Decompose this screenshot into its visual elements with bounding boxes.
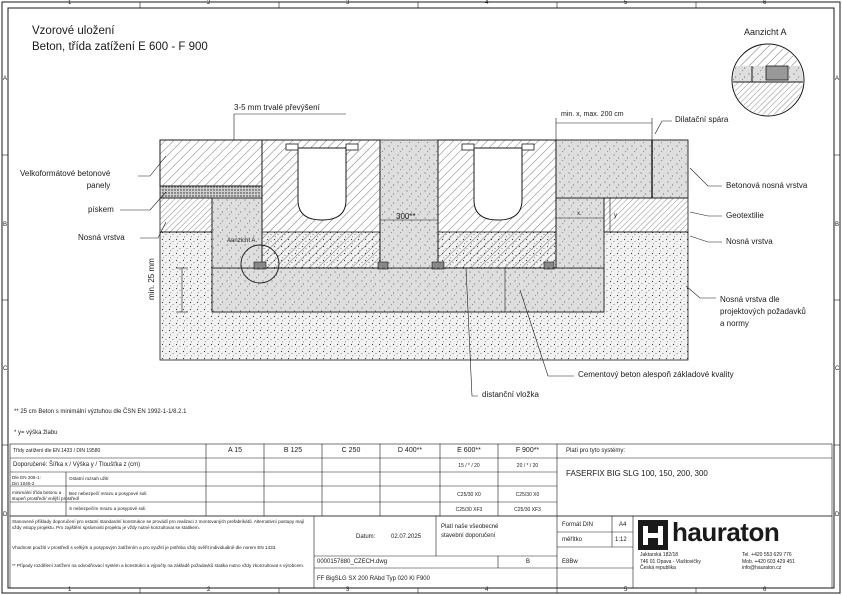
frame-col-1: 1: [68, 0, 72, 6]
stamp-title: Platí naše všeobecné stavební doporučení: [441, 524, 499, 539]
sand-bed-left: [160, 186, 262, 198]
table-row1-e: 15 / * / 20: [458, 463, 480, 469]
disclaimer-p2: Vhodnost použití v prostředí s velkým a posypovým zatížením a pro využití je potřeba vždy ověřit individuálně dle norem EN 1433.: [12, 545, 277, 550]
frame-row-b: B: [3, 222, 8, 228]
valid-systems: FASERFIX BIG SLG 100, 150, 200, 300: [566, 469, 708, 478]
filename: 0000157880_CZECH.dwg: [317, 559, 388, 565]
base-left: [160, 198, 212, 232]
concrete-right: [556, 198, 604, 268]
label-base-right: Nosná vrstva: [726, 237, 773, 246]
frame-row-c: C: [3, 366, 8, 372]
frame-col-4-bottom: 4: [485, 587, 489, 593]
company-logo: hauraton: [672, 517, 780, 547]
frame-row-b-right: B: [835, 222, 840, 228]
load-class-d400: D 400**: [397, 447, 423, 454]
label-cement: Cementový beton alespoň základové kvality: [578, 370, 734, 379]
frame-row-d-right: D: [835, 512, 840, 518]
drawing-name: FF BigSLG SX 200 RAbd Typ 020 Kl F900: [317, 576, 430, 582]
load-class-e600: E 600**: [457, 447, 481, 454]
label-joint: Dilatační spára: [675, 115, 729, 124]
table-sub-left: Dle EN 206-1: Din 1045-2: [12, 475, 41, 486]
channel-1: [254, 140, 388, 269]
concrete-layer-right: [556, 140, 688, 198]
load-class-b125: B 125: [283, 447, 303, 454]
table-header-label: Třídy zatížení dle EN 1433 / DIN 19580: [13, 448, 101, 454]
load-class-a15: A 15: [227, 447, 242, 454]
frame-col-5: 5: [624, 0, 628, 6]
revision: B: [526, 559, 531, 565]
drawing-title-line1: Vzorové uložení: [32, 25, 115, 37]
frame-row-c-right: C: [835, 366, 840, 372]
frame-col-4: 4: [485, 0, 489, 6]
label-concrete-layer: Betonová nosná vrstva: [726, 181, 808, 190]
label-x: x: [577, 211, 580, 217]
scale-label: měřítko: [562, 537, 583, 543]
label-min-25mm: min. 25 mm: [147, 258, 156, 300]
label-geotextile: Geotextilie: [726, 211, 764, 220]
frame-col-2-bottom: 2: [207, 587, 211, 593]
paving-panel-left: [160, 140, 262, 186]
frame-col-3-bottom: 3: [346, 587, 350, 593]
table-row1-f: 20 / * / 20: [516, 463, 539, 469]
label-dim-300: 300**: [396, 212, 416, 221]
frame-row-d: D: [3, 512, 8, 518]
table-row2a-label: Ostatní rozsah užití: [69, 476, 109, 481]
format-value: A4: [619, 522, 627, 528]
label-min-max: min. x, max. 200 cm: [561, 111, 624, 118]
table-row2c-f: C25/30 XF3: [514, 507, 541, 513]
detail-view-a: [730, 40, 810, 116]
table-row2b-e: C25/30 X0: [457, 492, 481, 498]
table-row2c-e: C25/30 XF3: [455, 507, 483, 513]
company-address: Jaktarská 182/18 746 01 Opava - Vlaštovičky Česká republika: [640, 552, 701, 571]
label-overlap: 3-5 mm trvalé převýšení: [234, 103, 320, 112]
view-a-label: Aanzicht A: [744, 27, 787, 37]
format-label: Formát DIN: [562, 522, 594, 528]
hauraton-logo-mark: [638, 520, 668, 550]
label-y: y: [614, 213, 617, 219]
concrete-foundation: [212, 268, 604, 312]
label-sand: pískem: [88, 205, 114, 214]
table-row2c-label: S nebezpečím mrazu a posypové soli: [69, 506, 146, 511]
frame-col-3: 3: [346, 0, 350, 6]
label-panels: Velkoformátové betonové panely: [20, 169, 111, 190]
note-height: * y= výška žlabu: [14, 430, 58, 436]
table-sub-left2: minimální třída betonu a stupeň prostředí/ vnější prostředí: [12, 490, 80, 501]
date-label: Datum:: [356, 534, 376, 540]
date-value: 02.07.2025: [391, 534, 422, 540]
scale-value: 1:12: [615, 537, 627, 543]
frame-col-2: 2: [207, 0, 211, 6]
edition: E8Bw: [562, 559, 578, 565]
frame-row-a: A: [3, 76, 8, 82]
frame-col-1-bottom: 1: [68, 587, 72, 593]
label-base-project: Nosná vrstva dle projektových požadavků a normy: [720, 295, 806, 328]
frame-col-6: 6: [763, 0, 767, 6]
valid-systems-label: Platí pro tyto systémy:: [566, 448, 626, 454]
disclaimer-p1: Stanovené příklady doporučení pro ostatní standardní konstrukce se provádí pro realizaci z montovaných prefabrikátů. Alternativní postupy mají vždy vstupy projektu. Pro zajištění správnosti projektu je vždy nutné konzultovat se statikem.: [12, 519, 305, 530]
company-contact: Tel. +420 553 629 776 Mob. +420 603 429 451 info@hauraton.cz: [742, 552, 795, 571]
label-spacer: distanční vložka: [482, 390, 539, 399]
table-row1-label: Doporučené: Šířka x / Výška y / Tloušťka z (cm): [13, 462, 141, 468]
frame-row-a-right: A: [835, 76, 840, 82]
frame-col-6-bottom: 6: [763, 587, 767, 593]
frame-col-5-bottom: 5: [624, 587, 628, 593]
concrete-middle: [380, 140, 438, 268]
load-class-f900: F 900**: [515, 447, 540, 454]
label-base-left: Nosná vrstva: [78, 233, 125, 242]
concrete-haunch: [212, 198, 262, 268]
drawing-title-line2: Beton, třída zatížení E 600 - F 900: [32, 41, 208, 53]
note-concrete: ** 25 cm Beton s minimální výztuhou dle ČSN EN 1992-1-1/8.2.1: [14, 409, 187, 415]
table-row2b-f: C25/30 X0: [515, 492, 540, 498]
label-detail-a: Aanzicht A: [227, 238, 256, 244]
table-row2b-label: Bez nebezpečí mrazu a posypové soli: [69, 491, 147, 496]
disclaimer-p3: ** Případy rozdělení zatížení na odvodňovací systém a konstrukci a výpočty na základě požadavků statika nutno vždy zkonzultovat s výrobcem.: [12, 563, 305, 568]
channel-2: [432, 140, 556, 269]
load-class-c250: C 250: [341, 447, 361, 454]
